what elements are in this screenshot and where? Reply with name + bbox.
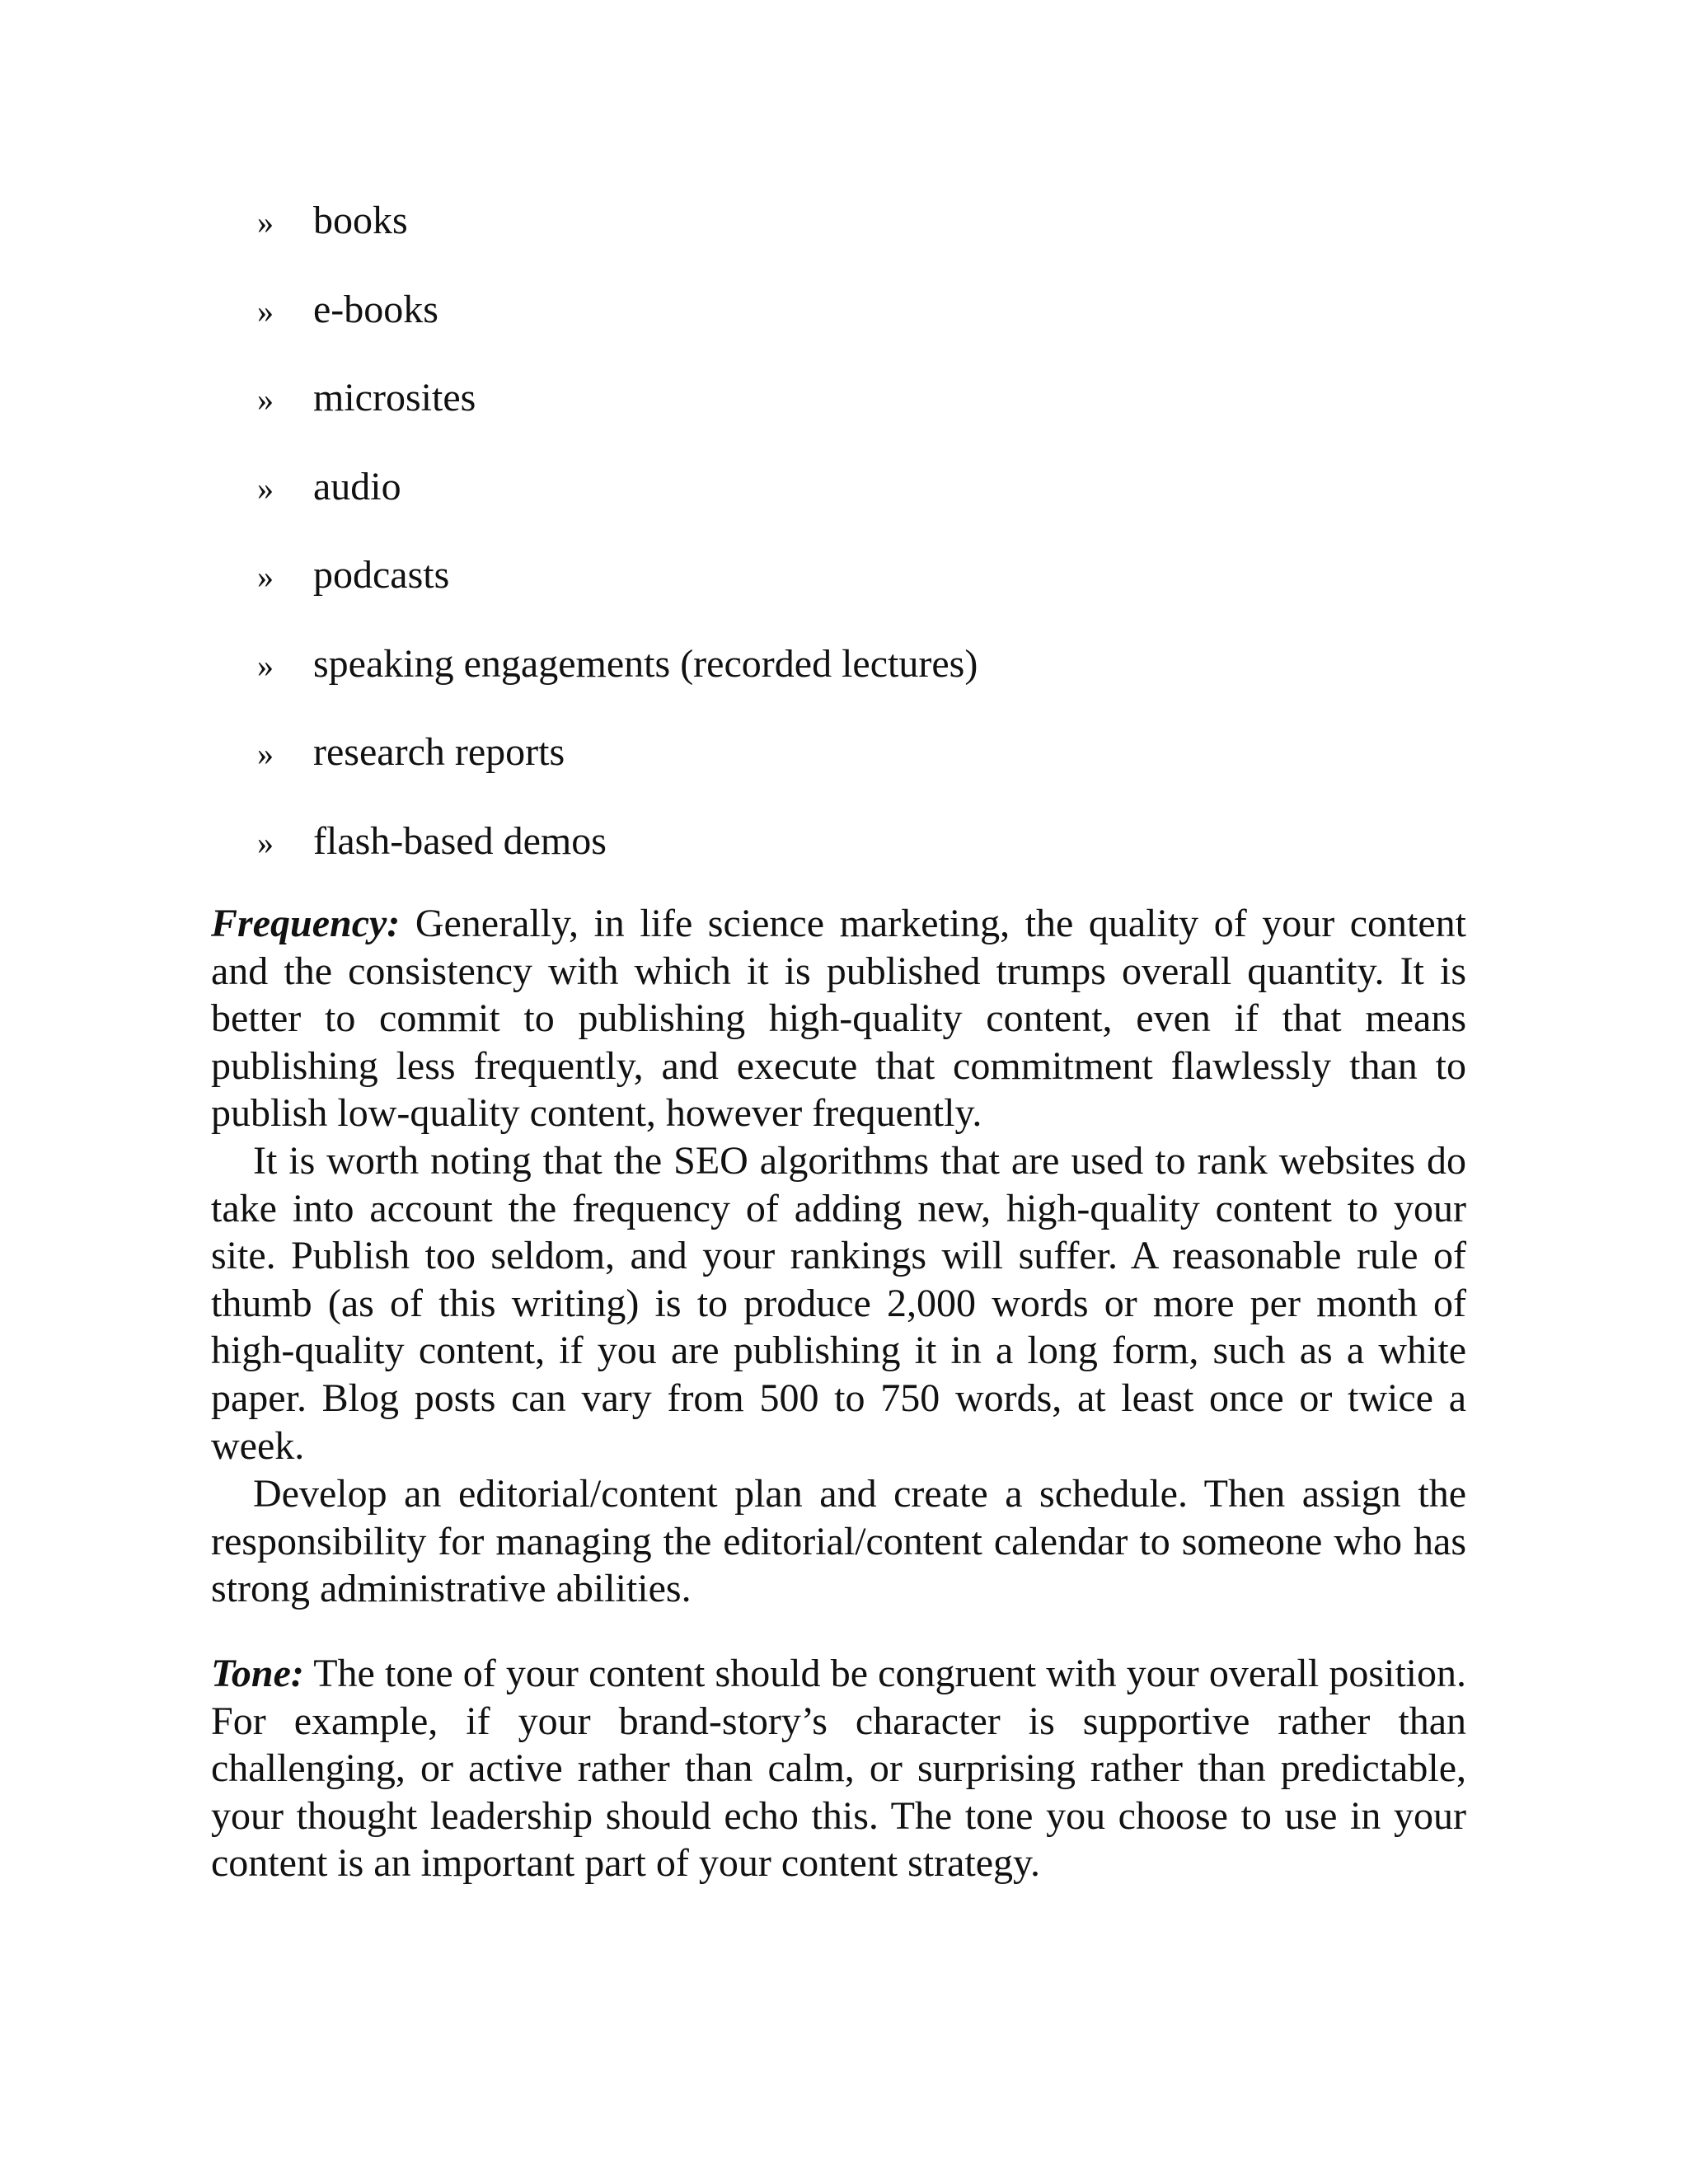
bullet-icon: » [257, 558, 274, 595]
frequency-body: Generally, in life science marketing, the quality of your content and the consistency with which it is published trumps overall quantity. It is better to commit to publishing high-quality content, even if that means publishing less frequently, and execute that commitment flawlessly than to publish low-quality content, however frequently. [211, 902, 1466, 1136]
bullet-icon: » [257, 735, 274, 772]
list-item-text: microsites [313, 376, 476, 419]
frequency-paragraph [211, 900, 1466, 1137]
list-item [257, 284, 1493, 373]
bullet-icon: » [257, 646, 274, 684]
bullet-icon: » [257, 381, 274, 418]
list-item [257, 194, 1493, 284]
list-item-text: research reports [313, 730, 565, 774]
content-format-list [257, 194, 1493, 903]
list-item-text: books [313, 199, 408, 242]
list-item [257, 638, 1493, 727]
list-item [257, 549, 1493, 638]
tone-paragraph [211, 1650, 1466, 1887]
list-item-text: podcasts [313, 553, 450, 597]
frequency-heading: Frequency: [211, 902, 401, 945]
bullet-icon: » [257, 823, 274, 861]
bullet-icon: » [257, 204, 274, 241]
list-item-text: e-books [313, 287, 438, 331]
seo-paragraph: It is worth noting that the SEO algorithms that are used to rank websites do take into account the frequency of adding new, high-quality content to your site. Publish too seldom, and your rankings will suffer. A reasonable rule of thumb (as of this writing) is to produce 2,000 words or more per month of high-quality content, if you are publishing it in a long form, such as a white paper. Blog posts can vary from 500 to 750 words, at least once or twice a week. [211, 1139, 1466, 1468]
list-item-text: flash-based demos [313, 818, 607, 863]
list-item [257, 461, 1493, 550]
list-item-text: audio [313, 464, 401, 509]
list-item [257, 815, 1493, 904]
editorial-plan-paragraph: Develop an editorial/content plan and create a schedule. Then assign the responsibility for managing the editorial/content calendar to someone who has strong administrative abilities. [211, 1472, 1466, 1611]
tone-body: The tone of your content should be congruent with your overall position. For example, if your brand-story’s character is supportive rather than challenging, or active rather than calm, or surprising rather than predictable, your thought leadership should echo this. The tone you choose to use in your content is an important part of your content strategy. [211, 1652, 1466, 1886]
bullet-icon: » [257, 469, 274, 507]
tone-heading: Tone: [211, 1652, 304, 1695]
bullet-icon: » [257, 292, 274, 330]
list-item [257, 372, 1493, 461]
list-item [257, 726, 1493, 815]
list-item-text: speaking engagements (recorded lectures) [313, 641, 978, 686]
